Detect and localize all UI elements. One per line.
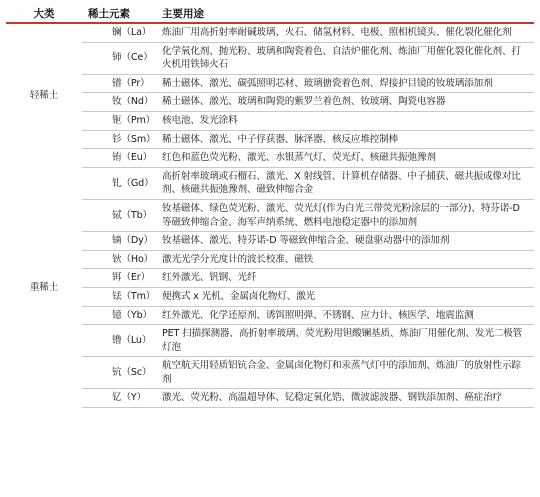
element-cell: 钕（Nd） xyxy=(82,93,156,112)
table-row xyxy=(6,111,534,130)
table-row xyxy=(6,130,534,149)
table-row xyxy=(6,149,534,168)
table-row xyxy=(6,269,534,288)
element-cell: 铽（Tb） xyxy=(82,199,156,231)
element-cell: 钆（Gd） xyxy=(82,167,156,199)
table-row xyxy=(6,325,534,357)
element-cell: 镧（La） xyxy=(82,23,156,42)
header-category: 大类 xyxy=(6,4,82,23)
element-cell: 镱（Yb） xyxy=(82,306,156,325)
table-row xyxy=(6,167,534,199)
use-cell: 激光光学分光度计的波长校准、磁铁 xyxy=(156,250,534,269)
use-cell: PET 扫描探测器、高折射率玻璃、荧光粉用钽酸镧基质、炼油厂用催化剂、发光二极管灯泡 xyxy=(156,325,534,357)
element-cell: 铥（Tm） xyxy=(82,287,156,306)
use-cell: 稀土磁体、激光、中子俘获器、脉泽器、核反应堆控制棒 xyxy=(156,130,534,149)
use-cell: 稀土磁体、激光、玻璃和陶瓷的紫罗兰着色剂、钕玻璃、陶瓷电容器 xyxy=(156,93,534,112)
element-cell: 镥（Lu） xyxy=(82,325,156,357)
use-cell: 化学氧化剂、抛光粉、玻璃和陶瓷着色、自洁炉催化剂、炼油厂用催化裂化催化剂、打火机用铁铈火石 xyxy=(156,42,534,74)
table-row xyxy=(6,23,534,42)
element-cell: 钐（Sm） xyxy=(82,130,156,149)
use-cell: 航空航天用轻质铝钪合金、金属卤化物灯和汞蒸气灯中的添加剂、炼油厂的放射性示踪剂 xyxy=(156,357,534,389)
element-cell: 镨（Pr） xyxy=(82,74,156,93)
use-cell: 激光、荧光粉、高温超导体、钇稳定氧化锆、微波滤波器、钢铁添加剂、癌症治疗 xyxy=(156,389,534,408)
category-light: 轻稀土 xyxy=(29,89,59,101)
table-row xyxy=(6,74,534,93)
category-heavy: 重稀土 xyxy=(29,281,59,293)
element-cell: 钪（Sc） xyxy=(82,357,156,389)
use-cell: 红外激光、钒钢、光纤 xyxy=(156,269,534,288)
element-cell: 钷（Pm） xyxy=(82,111,156,130)
element-cell: 铈（Ce） xyxy=(82,42,156,74)
table-row xyxy=(6,357,534,389)
use-cell: 便携式 x 光机、金属卤化物灯、激光 xyxy=(156,287,534,306)
use-cell: 红外激光、化学还原剂、诱饵照明弹、不锈钢、应力计、核医学、地震监测 xyxy=(156,306,534,325)
table-row xyxy=(6,93,534,112)
table-row xyxy=(6,306,534,325)
rare-earth-uses-table xyxy=(6,4,534,408)
table-row xyxy=(6,232,534,251)
use-cell: 钕基磁体、激光、特芬诺-D 等磁致伸缩合金、硬盘驱动器中的添加剂 xyxy=(156,232,534,251)
header-element: 稀土元素 xyxy=(82,4,156,23)
element-cell: 铒（Er） xyxy=(82,269,156,288)
element-cell: 钇（Y） xyxy=(82,389,156,408)
use-cell: 稀土磁体、激光、碳弧照明芯材、玻璃搪瓷着色剂、焊接护目镜的钕玻璃添加剂 xyxy=(156,74,534,93)
table-row xyxy=(6,389,534,408)
table-header-row xyxy=(6,4,534,23)
header-use: 主要用途 xyxy=(156,4,534,23)
table-row xyxy=(6,287,534,306)
use-cell: 炼油厂用高折射率耐碱玻璃、火石、储氢材料、电极、照相机镜头、催化裂化催化剂 xyxy=(156,23,534,42)
use-cell: 核电池、发光涂料 xyxy=(156,111,534,130)
use-cell: 高折射率玻璃或石榴石、激光、X 射线管、计算机存储器、中子捕获、磁共振成像对比剂、核磁共振弛豫剂、磁致伸缩合金 xyxy=(156,167,534,199)
use-cell: 钕基磁体、绿色荧光粉、激光、荧光灯(作为白光三带荧光粉涂层的一部分)、特芬诺-D 等磁致伸缩合金、海军声纳系统、燃料电池稳定器中的添加剂 xyxy=(156,199,534,231)
element-cell: 钬（Ho） xyxy=(82,250,156,269)
use-cell: 红色和蓝色荧光粉、激光、水银蒸气灯、荧光灯、核磁共振弛豫剂 xyxy=(156,149,534,168)
element-cell: 镝（Dy） xyxy=(82,232,156,251)
element-cell: 铕（Eu） xyxy=(82,149,156,168)
table-row xyxy=(6,199,534,231)
table-row xyxy=(6,250,534,269)
table-row xyxy=(6,42,534,74)
